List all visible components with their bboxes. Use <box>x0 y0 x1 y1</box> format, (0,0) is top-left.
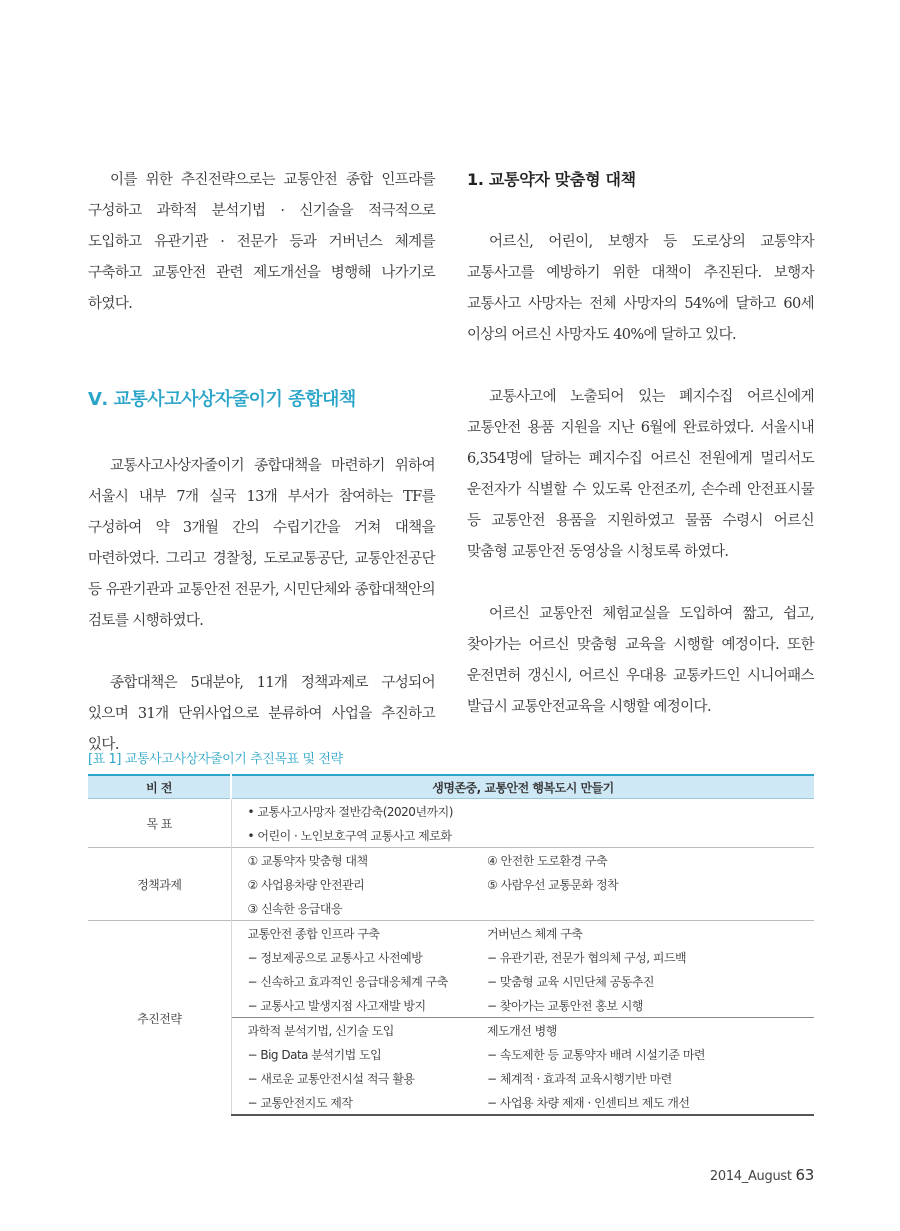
table-header-row <box>88 775 814 799</box>
strategy-item: − 체계적 · 효과적 교육시행기반 마련 <box>487 1071 672 1086</box>
strategy-item: − Big Data 분석기법 도입 <box>247 1047 382 1062</box>
body-paragraph: 어르신, 어린이, 보행자 등 도로상의 교통약자 교통사고를 예방하기 위한 대책이 추진된다. 보행자 교통사고 사망자는 전체 사망자의 54%에 달하고 60세 이상의 어르신 사망자도 40%에 달하고 있다. <box>467 234 814 343</box>
body-paragraph: 교통사고사상자줄이기 종합대책을 마련하기 위하여 서울시 내부 7개 실국 13개 부서가 참여하는 TF를 구성하여 약 3개월 간의 수립기간을 거쳐 대책을 마련하였다. 그리고 경찰청, 도로교통공단, 교통안전공단 등 유관기관과 교통안전 전문가, 시민단체와 종합대책안의 검토를 시행하였다. <box>88 458 435 629</box>
body-paragraph: 이를 위한 추진전략으로는 교통안전 종합 인프라를 구성하고 과학적 분석기법 · 신기술을 적극적으로 도입하고 유관기관 · 전문가 등과 거버넌스 체계를 구축하고 교통안전 관련 제도개선을 병행해 나가기로 하였다. <box>88 172 435 312</box>
policy-item: ① 교통약자 맞춤형 대책 <box>231 848 471 873</box>
strategy-item: − 찾아가는 교통안전 홍보 시행 <box>487 998 643 1013</box>
subsection-heading: 1. 교통약자 맞춤형 대책 <box>467 170 636 189</box>
table-row <box>88 799 814 824</box>
page-footer <box>696 1166 814 1184</box>
table-row <box>88 848 814 873</box>
strategy-item: − 신속하고 효과적인 응급대응체계 구축 <box>247 974 448 989</box>
policy-item: ④ 안전한 도로환경 구축 <box>471 848 814 873</box>
strategy-item: − 유관기관, 전문가 협의체 구성, 피드백 <box>487 950 687 965</box>
table-row <box>88 921 814 946</box>
body-paragraph: 종합대책은 5대분야, 11개 정책과제로 구성되어 있으며 31개 단위사업으로 분류하여 사업을 추진하고 있다. <box>88 675 435 753</box>
policy-label: 정책과제 <box>88 848 231 921</box>
goal-label: 목 표 <box>88 799 231 848</box>
strategy-item: 교통안전 종합 인프라 구축 <box>231 921 471 946</box>
left-column <box>88 165 435 761</box>
strategy-item: 거버넌스 체계 구축 <box>471 921 814 946</box>
strategy-item: − 새로운 교통안전시설 적극 활용 <box>247 1071 415 1086</box>
body-paragraph: 교통사고에 노출되어 있는 폐지수집 어르신에게 교통안전 용품 지원을 지난 6월에 완료하였다. 서울시내 6,354명에 달하는 폐지수집 어르신 전원에게 멀리서도 운전자가 식별할 수 있도록 안전조끼, 손수레 안전표시물 등 교통안전 용품을 지원하였고 물품 수령시 어르신 맞춤형 교통안전 동영상을 시청토록 하였다. <box>467 389 814 560</box>
policy-item: ③ 신속한 응급대응 <box>247 901 343 916</box>
strategy-item: − 교통안전지도 제작 <box>231 1090 471 1115</box>
strategy-item: − 사업용 차량 제재 · 인센티브 제도 개선 <box>471 1090 814 1115</box>
strategy-item: 과학적 분석기법, 신기술 도입 <box>231 1018 471 1043</box>
strategy-label: 추진전략 <box>88 921 231 1116</box>
strategy-item: − 교통사고 발생지점 사고재발 방지 <box>247 998 426 1013</box>
goal-item: • 교통사고사망자 절반감축(2020년까지) <box>231 799 814 824</box>
strategy-item: − 정보제공으로 교통사고 사전예방 <box>247 950 423 965</box>
strategy-table <box>88 774 814 1116</box>
strategy-item: − 속도제한 등 교통약자 배려 시설기준 마련 <box>487 1047 706 1062</box>
section-heading: Ⅴ. 교통사고사상자줄이기 종합대책 <box>88 389 356 410</box>
vision-label: 비 전 <box>88 775 231 799</box>
strategy-item: − 맞춤형 교육 시민단체 공동추진 <box>487 974 655 989</box>
body-paragraph: 어르신 교통안전 체험교실을 도입하여 짧고, 쉽고, 찾아가는 어르신 맞춤형 교육을 시행할 예정이다. 또한 운전면허 갱신시, 어르신 우대용 교통카드인 시니어패스 발급시 교통안전교육을 시행할 예정이다. <box>467 606 814 715</box>
table-caption: [표 1] 교통사고사상자줄이기 추진목표 및 전략 <box>88 752 343 767</box>
page-number: 63 <box>795 1166 814 1184</box>
right-column <box>467 165 814 723</box>
policy-item: ⑤ 사람우선 교통문화 정착 <box>487 877 619 892</box>
goal-item: • 어린이 · 노인보호구역 교통사고 제로화 <box>247 828 452 843</box>
vision-value: 생명존중, 교통안전 행복도시 만들기 <box>231 775 814 799</box>
issue-label: 2014_August <box>709 1169 792 1184</box>
policy-item: ② 사업용차량 안전관리 <box>247 877 365 892</box>
strategy-item: 제도개선 병행 <box>471 1018 814 1043</box>
